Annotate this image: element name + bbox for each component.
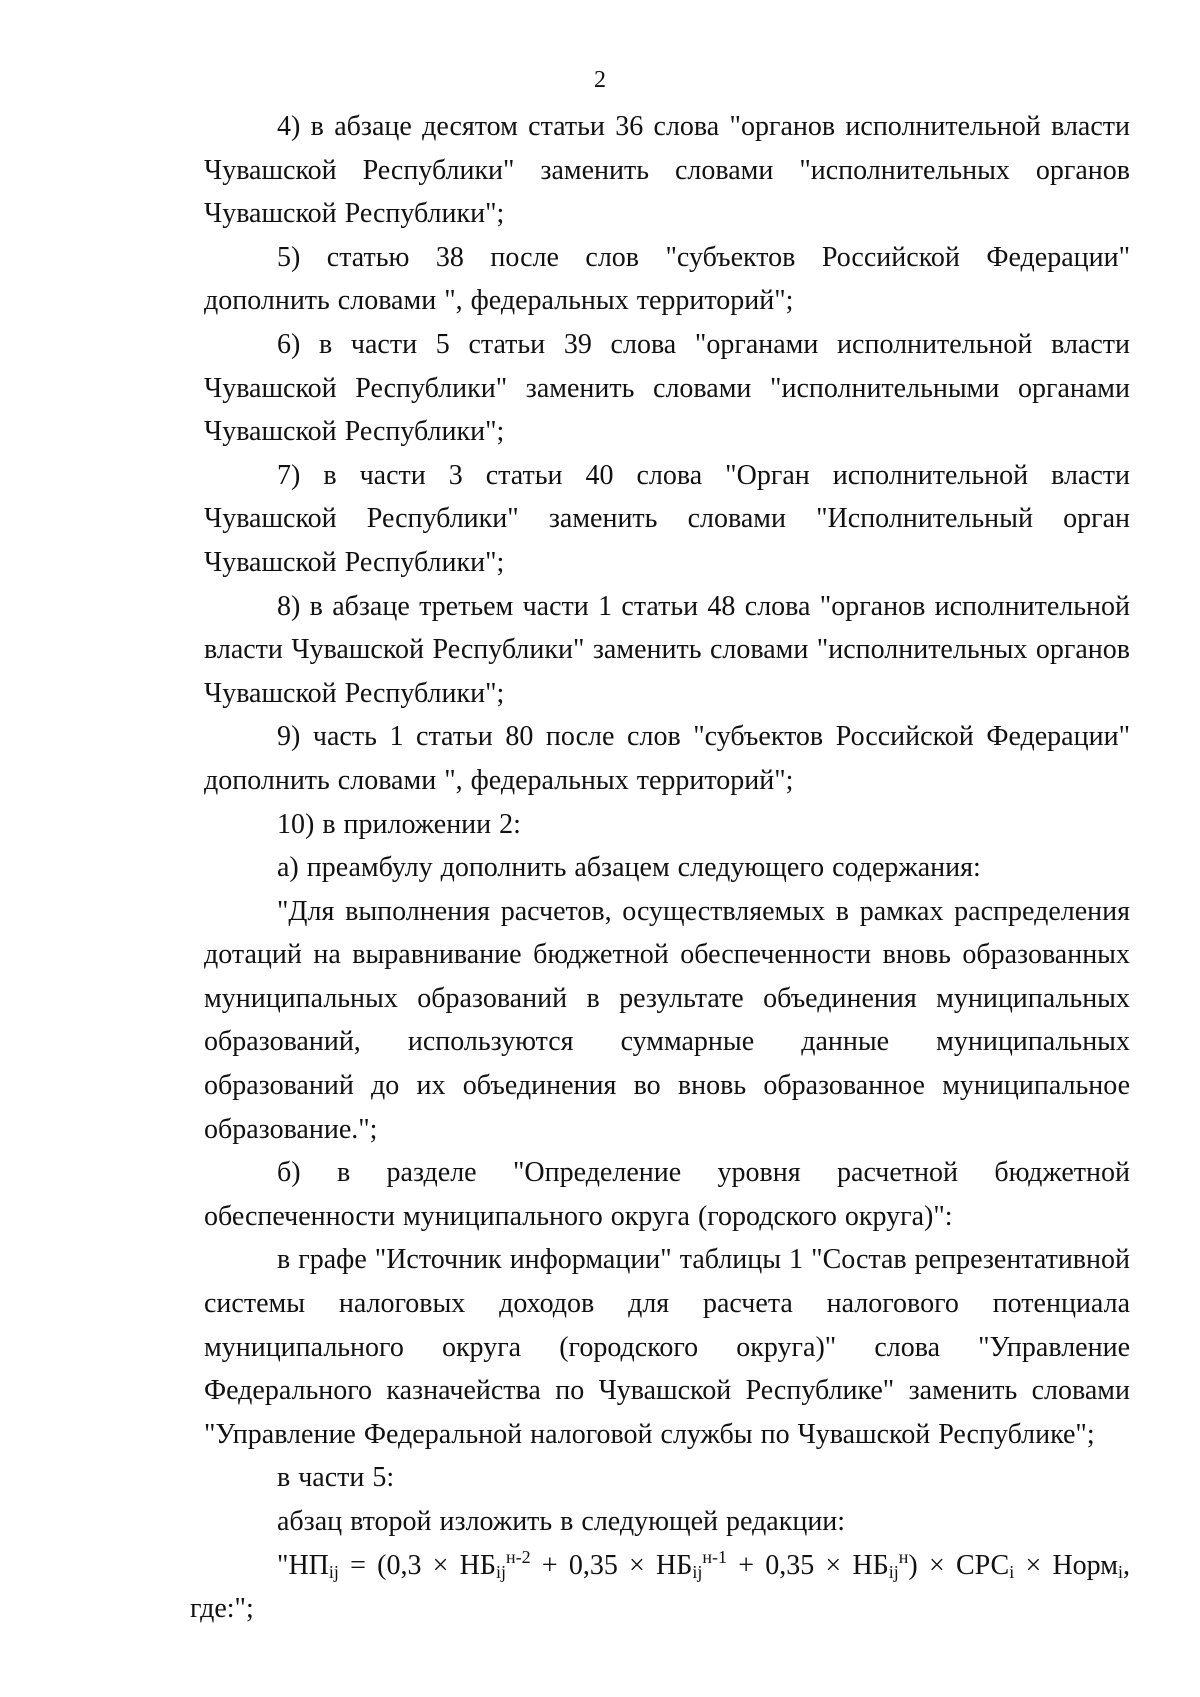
formula-src-sub: i	[1009, 1561, 1015, 1582]
formula-nb1-sup: н-2	[505, 1546, 531, 1567]
paragraph-subitem-a: а) преамбулу дополнить абзацем следующего содержания:	[277, 852, 981, 884]
formula-plus1: + 0,35 ×	[530, 1549, 657, 1581]
formula-nb3-sub: ij	[888, 1561, 899, 1582]
formula-end: ,	[1122, 1549, 1130, 1581]
formula-eq-open: = (0,3 ×	[338, 1549, 460, 1581]
page-number: 2	[594, 67, 606, 93]
paragraph-item-6: 6) в части 5 статьи 39 слова "органами исполнительной власти Чувашской Республики" заменить словами "исполнительными органами Чувашской Республики";	[204, 328, 1130, 448]
formula-src: СРС	[955, 1549, 1010, 1581]
formula-times2: ×	[1014, 1549, 1053, 1581]
paragraph-item-4: 4) в абзаце десятом статьи 36 слова "органов исполнительной власти Чувашской Республики" заменить словами "исполнительных органов Чувашской Республики";	[204, 111, 1130, 230]
formula-nb1-sub: ij	[495, 1561, 506, 1582]
formula-nb1: НБ	[459, 1549, 496, 1581]
formula-nb3-sup: н	[898, 1546, 909, 1567]
formula-nb2: НБ	[656, 1549, 693, 1581]
paragraph-subitem-b: б) в разделе "Определение уровня расчетной бюджетной обеспеченности муниципального округа (городского округа)":	[204, 1157, 1130, 1232]
paragraph-item-5: 5) статью 38 после слов "субъектов Российской Федерации" дополнить словами ", федеральных территорий";	[204, 241, 1130, 317]
paragraph-part-5: в части 5:	[277, 1462, 395, 1494]
paragraph-item-10: 10) в приложении 2:	[277, 808, 521, 840]
formula-tail: где:";	[190, 1593, 254, 1625]
formula-norm: Норм	[1052, 1549, 1118, 1581]
formula-open-quote: "	[277, 1549, 289, 1581]
formula-nb3: НБ	[852, 1549, 889, 1581]
document-body	[190, 105, 1130, 1631]
paragraph-item-9: 9) часть 1 статьи 80 после слов "субъектов Российской Федерации" дополнить словами ", федеральных территорий";	[204, 721, 1130, 796]
paragraph-second-abzac: абзац второй изложить в следующей редакции:	[277, 1506, 846, 1537]
formula-nb2-sup: н-1	[702, 1546, 728, 1567]
paragraph-item-8: 8) в абзаце третьем части 1 статьи 48 слова "органов исполнительной власти Чувашской Республики" заменить словами "исполнительных органов Чувашской Республики";	[204, 590, 1130, 709]
formula-close-times: ) ×	[908, 1549, 956, 1581]
formula-line	[204, 1544, 1130, 1588]
paragraph-preamble-quote: "Для выполнения расчетов, осуществляемых в рамках распределения дотаций на выравнивание бюджетной обеспеченности вновь образованных муниципальных образований в результате объединения муниципальных образований, используются суммарные данные муниципальных образований до их объединения во вновь образованное муниципальное образование.";	[204, 895, 1130, 1145]
formula-plus2: + 0,35 ×	[727, 1549, 853, 1581]
paragraph-item-7: 7) в части 3 статьи 40 слова "Орган исполнительной власти Чувашской Республики" заменить словами "Исполнительный орган Чувашской Республики";	[204, 459, 1130, 578]
formula-nb2-sub: ij	[692, 1561, 703, 1582]
formula-norm-sub: i	[1117, 1561, 1123, 1582]
paragraph-table-column: в графе "Источник информации" таблицы 1 "Состав репрезентативной системы налоговых доходов для расчета налогового потенциала муниципального округа (городского округа)" слова "Управление Федерального казначейства по Чувашской Республике" заменить словами "Управление Федеральной налоговой службы по Чувашской Республике";	[204, 1244, 1130, 1450]
formula-np: НП	[288, 1549, 329, 1581]
formula-np-sub: ij	[328, 1561, 339, 1582]
